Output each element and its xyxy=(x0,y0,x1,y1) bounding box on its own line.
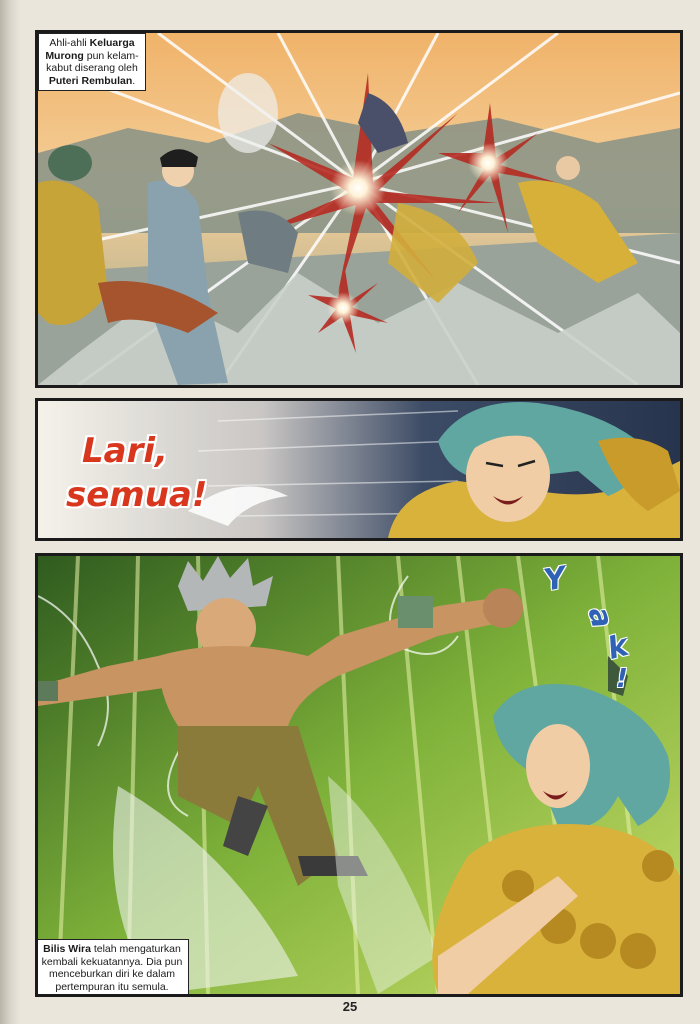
caption-text: telah mengaturkan kembali kekuatannya. Dia pun menceburkan diri ke dalam pertempuran itu semula. xyxy=(41,943,183,993)
caption-text-1: Ahli-ahli xyxy=(49,37,90,49)
comic-panel-battle xyxy=(35,30,683,388)
caption-text-3: . xyxy=(132,74,136,87)
speech-line-1: Lari, xyxy=(82,431,168,471)
comic-panel-attack xyxy=(35,553,683,997)
caption-bold-name-2: Puteri Rembulan xyxy=(48,74,133,87)
narration-caption xyxy=(35,939,189,997)
caption-bold-name-1: Keluarga Murong xyxy=(45,37,135,62)
speech-line-2: semua! xyxy=(66,475,208,515)
sfx-letter-k: k xyxy=(603,628,633,667)
narration-caption xyxy=(38,33,146,91)
sfx-exclamation: ! xyxy=(616,664,628,694)
book-spine-shadow xyxy=(0,0,20,1024)
speech-run-everyone xyxy=(66,429,266,517)
sfx-letter-y: Y xyxy=(541,560,569,599)
caption-bold-name: Bilis Wira xyxy=(43,943,91,955)
comic-panel-shout xyxy=(35,398,683,541)
caption-text-2: pun kelam-kabut diserang oleh xyxy=(46,49,139,74)
page-number: 25 xyxy=(342,999,358,1014)
sound-effect-yak xyxy=(528,562,648,702)
sfx-letter-a: a xyxy=(580,603,620,632)
